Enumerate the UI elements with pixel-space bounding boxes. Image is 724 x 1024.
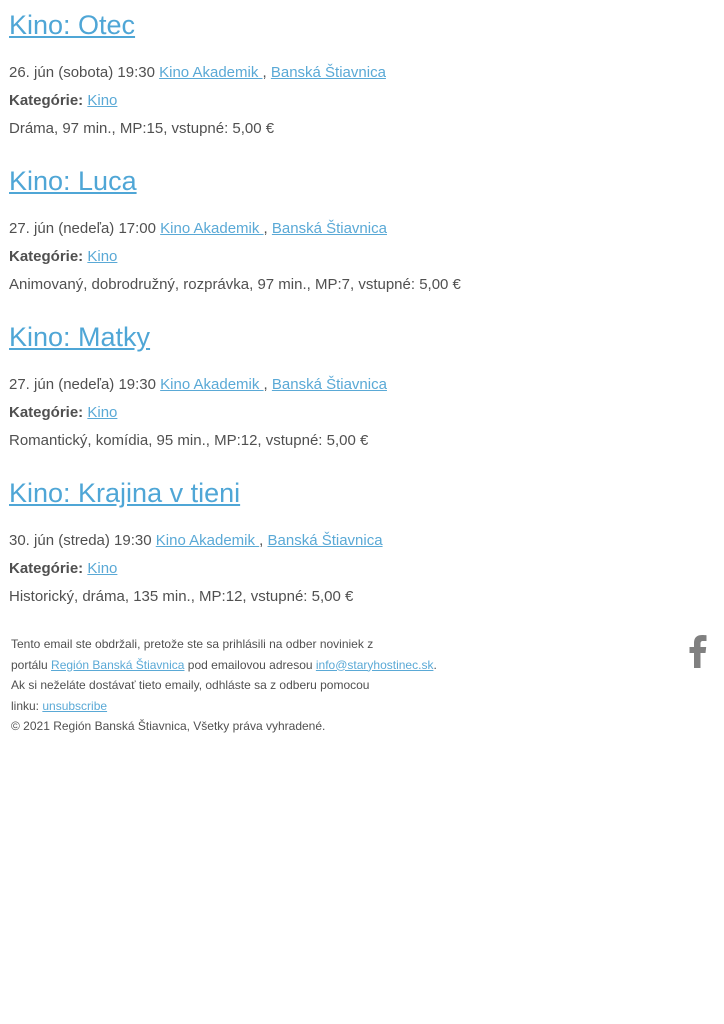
event-title-link[interactable]: Kino: Luca: [9, 166, 137, 196]
category-label: Kategórie:: [9, 404, 84, 421]
event-category: [9, 555, 709, 583]
event-date-location: [9, 59, 709, 87]
copyright: © 2021 Región Banská Štiavnica, Všetky práva vyhradené.: [11, 719, 326, 733]
event-item: [9, 319, 709, 455]
footer-unsubscribe-notice: Ak si neželáte dostávať tieto emaily, odhláste sa z odberu pomocou: [11, 678, 370, 692]
event-category: [9, 87, 709, 115]
footer-text: .: [433, 657, 437, 672]
city-link[interactable]: Banská Štiavnica: [267, 532, 383, 549]
unsubscribe-link[interactable]: unsubscribe: [42, 698, 108, 713]
event-date-location: [9, 527, 709, 555]
event-title-link[interactable]: Kino: Matky: [9, 322, 151, 352]
facebook-icon-glyph: [686, 633, 710, 669]
footer-notice-line: Tento email ste obdržali, pretože ste sa prihlásili na odber noviniek z: [11, 637, 374, 651]
category-label: Kategórie:: [9, 248, 84, 265]
facebook-icon[interactable]: [686, 633, 710, 669]
footer-unsubscribe-line: [11, 696, 531, 717]
event-date-location: [9, 371, 709, 399]
event-title: [9, 319, 709, 355]
city-link[interactable]: Banská Štiavnica: [271, 376, 387, 393]
event-details: Animovaný, dobrodružný, rozprávka, 97 min., MP:7, vstupné: 5,00 €: [9, 276, 461, 293]
event-title: [9, 475, 709, 511]
category-link[interactable]: Kino: [87, 248, 118, 265]
venue-link[interactable]: Kino Akademik: [159, 64, 263, 81]
event-category: [9, 399, 709, 427]
email-footer: [11, 634, 531, 737]
venue-link[interactable]: Kino Akademik: [155, 532, 260, 549]
event-date: 26. jún (sobota) 19:30: [9, 64, 155, 81]
footer-text: portálu: [11, 657, 52, 672]
location-separator: ,: [263, 220, 272, 237]
footer-text: linku:: [11, 698, 43, 713]
event-date-location: [9, 215, 709, 243]
event-details: Historický, dráma, 135 min., MP:12, vstupné: 5,00 €: [9, 588, 354, 605]
venue-link[interactable]: Kino Akademik: [160, 220, 264, 237]
event-item: [9, 7, 709, 143]
event-item: [9, 163, 709, 299]
event-date: 27. jún (nedeľa) 17:00: [9, 220, 156, 237]
city-link[interactable]: Banská Štiavnica: [271, 220, 387, 237]
location-separator: ,: [259, 532, 268, 549]
category-link[interactable]: Kino: [87, 560, 118, 577]
footer-portal-line: [11, 655, 531, 676]
event-title-link[interactable]: Kino: Otec: [9, 10, 136, 40]
event-details: Romantický, komídia, 95 min., MP:12, vstupné: 5,00 €: [9, 432, 369, 449]
event-date: 30. jún (streda) 19:30: [9, 532, 152, 549]
event-date: 27. jún (nedeľa) 19:30: [9, 376, 156, 393]
portal-link[interactable]: Región Banská Štiavnica: [51, 657, 185, 672]
email-link[interactable]: info@staryhostinec.sk: [315, 657, 434, 672]
event-details: Dráma, 97 min., MP:15, vstupné: 5,00 €: [9, 120, 275, 137]
footer-text: pod emailovou adresou: [184, 657, 316, 672]
venue-link[interactable]: Kino Akademik: [160, 376, 264, 393]
category-link[interactable]: Kino: [87, 92, 118, 109]
category-label: Kategórie:: [9, 560, 84, 577]
city-link[interactable]: Banská Štiavnica: [270, 64, 386, 81]
event-title: [9, 7, 709, 43]
event-title-link[interactable]: Kino: Krajina v tieni: [9, 478, 241, 508]
event-category: [9, 243, 709, 271]
location-separator: ,: [263, 376, 272, 393]
category-label: Kategórie:: [9, 92, 84, 109]
category-link[interactable]: Kino: [87, 404, 118, 421]
event-item: [9, 475, 709, 611]
location-separator: ,: [262, 64, 271, 81]
event-title: [9, 163, 709, 199]
event-list: [9, 7, 709, 631]
